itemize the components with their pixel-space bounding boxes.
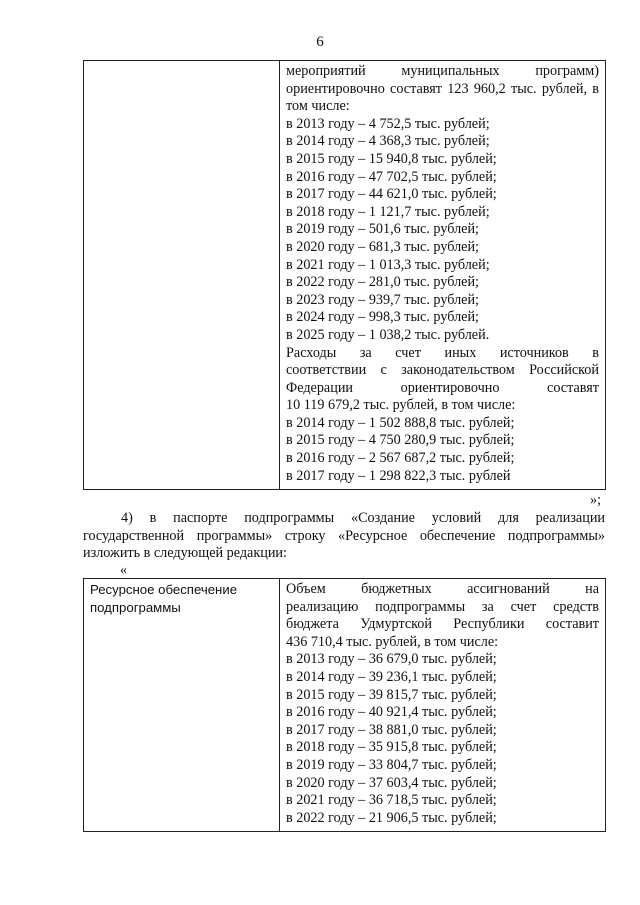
text-line: в 2013 году – 36 679,0 тыс. рублей; [286,651,497,668]
table-cell-content [280,61,606,490]
text-line: в 2016 году – 40 921,4 тыс. рублей; [286,704,497,721]
text-line: ориентировочно составят 123 960,2 тыс. рублей, в [286,80,599,97]
paragraph-line: государственной программы» строку «Ресурсное обеспечение подпрограммы» [83,527,605,544]
text-line: бюджета Удмуртской Республики составит [286,616,599,633]
table-cell-label [84,579,280,832]
table-cell-label [84,61,280,490]
text-line: в 2014 году – 4 368,3 тыс. рублей; [286,133,490,150]
text-line: в 2016 году – 2 567 687,2 тыс. рублей; [286,450,515,467]
table-cell-content [280,579,606,832]
paragraph-line: изложить в следующей редакции: [83,545,287,562]
text-line: в 2022 году – 21 906,5 тыс. рублей; [286,809,497,826]
text-line: в 2016 году – 47 702,5 тыс. рублей; [286,168,497,185]
text-line: в 2020 году – 681,3 тыс. рублей; [286,238,479,255]
amendment-item-4 [83,510,605,563]
text-line: в 2020 году – 37 603,4 тыс. рублей; [286,774,497,791]
text-line: соответствии с законодательством Российской [286,362,599,379]
table-row [84,61,606,490]
text-line: мероприятий муниципальных программ) [286,63,599,79]
subprogram-resource-table [83,578,606,832]
row-label-line: Ресурсное обеспечение [90,582,238,597]
text-line: в 2017 году – 38 881,0 тыс. рублей; [286,721,497,738]
text-line: в 2025 году – 1 038,2 тыс. рублей. [286,326,490,343]
text-line: в 2015 году – 4 750 280,9 тыс. рублей; [286,432,515,449]
continued-resource-table [83,60,606,490]
text-line: в 2015 году – 15 940,8 тыс. рублей; [286,150,497,167]
text-line: в 2024 году – 998,3 тыс. рублей; [286,309,479,326]
text-line: в 2019 году – 501,6 тыс. рублей; [286,221,479,238]
text-line: том числе: [286,98,350,115]
row-label-line: подпрограммы [90,599,181,615]
text-line: в 2017 году – 44 621,0 тыс. рублей; [286,186,497,203]
page-number: 6 [316,34,324,50]
text-line: в 2022 году – 281,0 тыс. рублей; [286,274,479,291]
closing-quote: »; [590,492,602,508]
opening-quote: « [120,562,128,578]
text-line: в 2014 году – 1 502 888,8 тыс. рублей; [286,414,515,431]
text-line: в 2023 году – 939,7 тыс. рублей; [286,291,479,308]
table-row [84,579,606,832]
text-line: Расходы за счет иных источников в [286,344,599,361]
text-line: в 2018 году – 35 915,8 тыс. рублей; [286,739,497,756]
text-line: в 2019 году – 33 804,7 тыс. рублей; [286,756,497,773]
text-line: в 2015 году – 39 815,7 тыс. рублей; [286,686,497,703]
text-line: в 2021 году – 36 718,5 тыс. рублей; [286,792,497,809]
text-line: в 2021 году – 1 013,3 тыс. рублей; [286,256,490,273]
text-line: в 2018 году – 1 121,7 тыс. рублей; [286,203,490,220]
text-line: в 2014 году – 39 236,1 тыс. рублей; [286,668,497,685]
text-line: в 2013 году – 4 752,5 тыс. рублей; [286,115,490,132]
text-line: в 2017 году – 1 298 822,3 тыс. рублей [286,467,511,484]
text-line: реализацию подпрограммы за счет средств [286,598,599,615]
text-line: 436 710,4 тыс. рублей, в том числе: [286,633,499,650]
text-line: Объем бюджетных ассигнований на [286,581,599,597]
paragraph-line: 4) в паспорте подпрограммы «Создание условий для реализации [121,510,605,526]
text-line: Федерации ориентировочно составят [286,379,599,396]
text-line: 10 119 679,2 тыс. рублей, в том числе: [286,397,516,414]
